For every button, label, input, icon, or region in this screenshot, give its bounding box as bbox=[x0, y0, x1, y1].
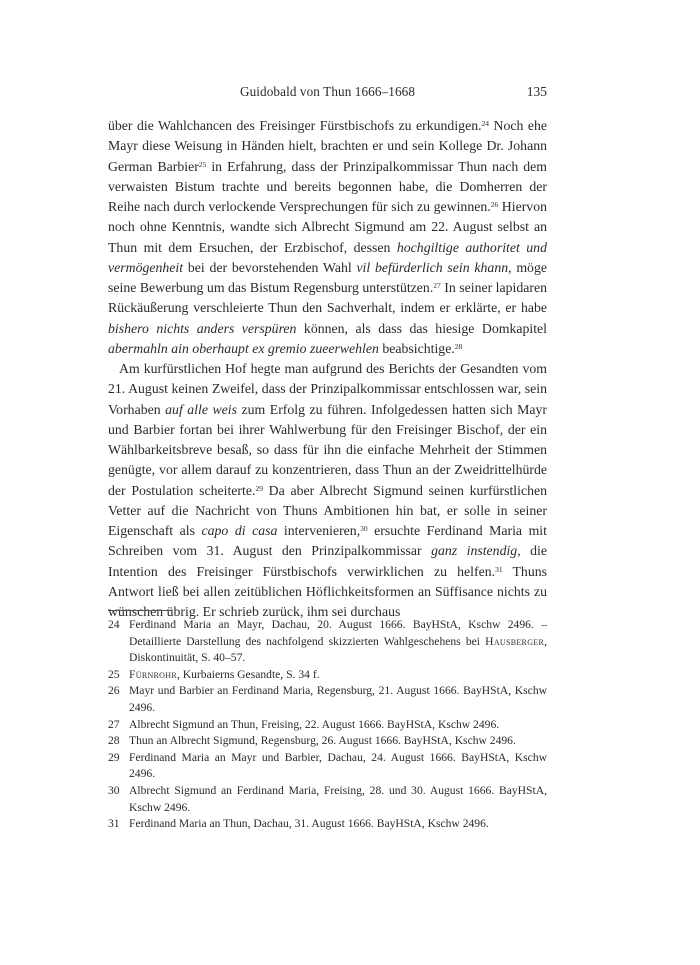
text-segment: in Erfahrung, dass der Prinzipalkommissar Thun nach dem verwaisten Bistum trachte und bereits begonnen habe, die Domherren der Reihe nach durch verlockende Versprechungen für sich zu gewinnen. bbox=[108, 158, 547, 214]
italic-phrase: vil befürderlich sein khann bbox=[356, 259, 509, 275]
text-segment: Noch ehe Mayr diese Weisung in Händen hielt, brachten er und sein Kollege Dr. Johann German Barbier bbox=[108, 118, 547, 174]
footnote-ref: 31 bbox=[495, 564, 503, 574]
footnote-rule bbox=[108, 610, 172, 611]
footnote-text bbox=[129, 683, 547, 716]
text-segment: ersuchte Ferdinand Maria mit Schreiben vom 31. August den Prinzipalkommissar bbox=[108, 523, 547, 559]
italic-phrase: ganz instendig bbox=[431, 543, 518, 559]
page-header bbox=[108, 84, 547, 104]
running-head: Guidobald von Thun 1666–1668 bbox=[239, 84, 416, 99]
footnote-28 bbox=[108, 733, 547, 750]
text-segment: Hiervon noch ohne Kenntnis, wandte sich Albrecht Sigmund am 22. August selbst an Thun mit dem Ersuchen, der Erzbischof, dessen bbox=[108, 199, 547, 255]
author-name: Fürnrohr bbox=[129, 667, 177, 681]
text-segment: , Kurbaierns Gesandte, S. 34 f. bbox=[176, 667, 320, 681]
footnote-ref: 27 bbox=[433, 281, 441, 290]
text-segment: Ferdinand Maria an Mayr, Dachau, 20. August 1666. BayHStA, Kschw 2496. – Detaillierte Darstellung des nachfolgend skizzierten Wahlgeschehens bei bbox=[129, 618, 547, 648]
text-segment: Ferdinand Maria an Thun, Dachau, 31. August 1666. BayHStA, Kschw 2496. bbox=[129, 817, 489, 831]
paragraph-2 bbox=[108, 359, 547, 622]
paragraph-1 bbox=[108, 116, 547, 359]
footnote-number: 30 bbox=[108, 783, 120, 797]
footnote-text bbox=[129, 617, 547, 667]
footnote-ref: 28 bbox=[454, 341, 463, 351]
footnote-number: 31 bbox=[108, 817, 120, 831]
footnote-26 bbox=[108, 683, 547, 716]
text-segment: beabsichtige. bbox=[378, 340, 455, 356]
footnote-number: 27 bbox=[108, 717, 120, 731]
text-segment: , Diskontinuität, S. 40–57. bbox=[129, 634, 547, 665]
text-segment: intervenieren, bbox=[277, 523, 361, 538]
text-segment: über die Wahlchancen des Freisinger Fürstbischofs zu erkundigen. bbox=[108, 118, 482, 133]
p1-segments bbox=[108, 118, 547, 356]
text-segment: , die Intention des Freisinger Fürstbischofs verwirklichen zu helfen. bbox=[108, 543, 547, 579]
italic-phrase: capo di casa bbox=[201, 523, 278, 538]
footnote-text bbox=[129, 717, 547, 734]
text-segment: Thuns Antwort ließ bei allen zeitüblichen Höflichkeitsformen an Süffisance nichts zu wünschen übrig. Er schrieb zurück, ihm sei durchaus bbox=[108, 563, 547, 619]
text-segment: Thun an Albrecht Sigmund, Regensburg, 26. August 1666. BayHStA, Kschw 2496. bbox=[129, 734, 516, 748]
footnotes bbox=[108, 617, 547, 833]
text-segment: Mayr und Barbier an Ferdinand Maria, Regensburg, 21. August 1666. BayHStA, Kschw 2496. bbox=[129, 684, 547, 714]
italic-phrase: auf alle weis bbox=[165, 401, 238, 417]
footnote-29 bbox=[108, 750, 547, 783]
text-segment: Ferdinand Maria an Mayr und Barbier, Dachau, 24. August 1666. BayHStA, Kschw 2496. bbox=[129, 750, 547, 781]
author-name: Hausberger bbox=[485, 634, 545, 648]
footnote-number: 24 bbox=[108, 618, 120, 631]
footnote-ref: 26 bbox=[490, 200, 499, 209]
italic-phrase: bishero nichts anders verspüren bbox=[108, 320, 297, 336]
main-text bbox=[108, 116, 547, 622]
footnote-text bbox=[129, 667, 547, 684]
text-segment: zum Erfolg zu führen. Infolgedessen hatten sich Mayr und Barbier fortan bei ihrer Wahlwerbung für den Freisinger Bischof, der ein Wählbarkeitsbreve besaß, so dass für ihn die einfache Mehrheit der Stimmen genügte, vor allem darauf zu konzentrieren, dass Thun an der Zweidrittelhürde der Postulation scheiterte. bbox=[108, 401, 547, 498]
italic-phrase: hochgiltige authoritet und vermögenheit bbox=[108, 239, 547, 275]
page-number: 135 bbox=[526, 84, 547, 99]
footnote-number: 25 bbox=[108, 667, 120, 681]
text-segment: , möge seine Bewerbung um das Bistum Regensburg unterstützen. bbox=[108, 259, 547, 295]
footnote-ref: 24 bbox=[481, 119, 490, 128]
footnote-24 bbox=[108, 617, 547, 667]
text-segment: können, als dass das hiesige Domkapitel bbox=[296, 320, 547, 336]
footnote-ref: 30 bbox=[360, 524, 368, 533]
footnote-25 bbox=[108, 667, 547, 684]
text-segment: In seiner lapidaren Rückäußerung verschleierte Thun den Sachverhalt, indem er erklärte, er habe bbox=[108, 280, 547, 316]
p2-segments bbox=[108, 361, 547, 619]
text-segment: Albrecht Sigmund an Thun, Freising, 22. August 1666. BayHStA, Kschw 2496. bbox=[129, 717, 500, 731]
italic-phrase: abermahln ain oberhaupt ex gremio zueerwehlen bbox=[108, 340, 379, 356]
footnote-number: 29 bbox=[108, 750, 120, 764]
footnote-27 bbox=[108, 717, 547, 734]
text-segment: bei der bevorstehenden Wahl bbox=[183, 259, 357, 275]
footnote-text bbox=[129, 816, 547, 833]
footnote-number: 26 bbox=[108, 684, 120, 698]
footnote-ref: 25 bbox=[198, 159, 207, 169]
footnote-number: 28 bbox=[108, 734, 120, 748]
footnote-text bbox=[129, 733, 547, 750]
footnote-30 bbox=[108, 783, 547, 816]
text-segment: Albrecht Sigmund an Ferdinand Maria, Freising, 28. und 30. August 1666. BayHStA, Kschw 2496. bbox=[129, 783, 547, 814]
footnote-ref: 29 bbox=[255, 483, 263, 493]
footnote-text bbox=[129, 783, 547, 816]
text-segment: Da aber Albrecht Sigmund seinen kurfürstlichen Vetter auf die Nachricht von Thuns Ambitionen hin bat, er solle in seiner Eigenschaft als bbox=[108, 482, 547, 538]
footnote-31 bbox=[108, 816, 547, 833]
footnote-text bbox=[129, 750, 547, 783]
text-segment: Am kurfürstlichen Hof hegte man aufgrund des Berichts der Gesandten vom 21. August keinen Zweifel, dass der Prinzipalkommissar entschlossen war, sein Vorhaben bbox=[108, 361, 547, 417]
